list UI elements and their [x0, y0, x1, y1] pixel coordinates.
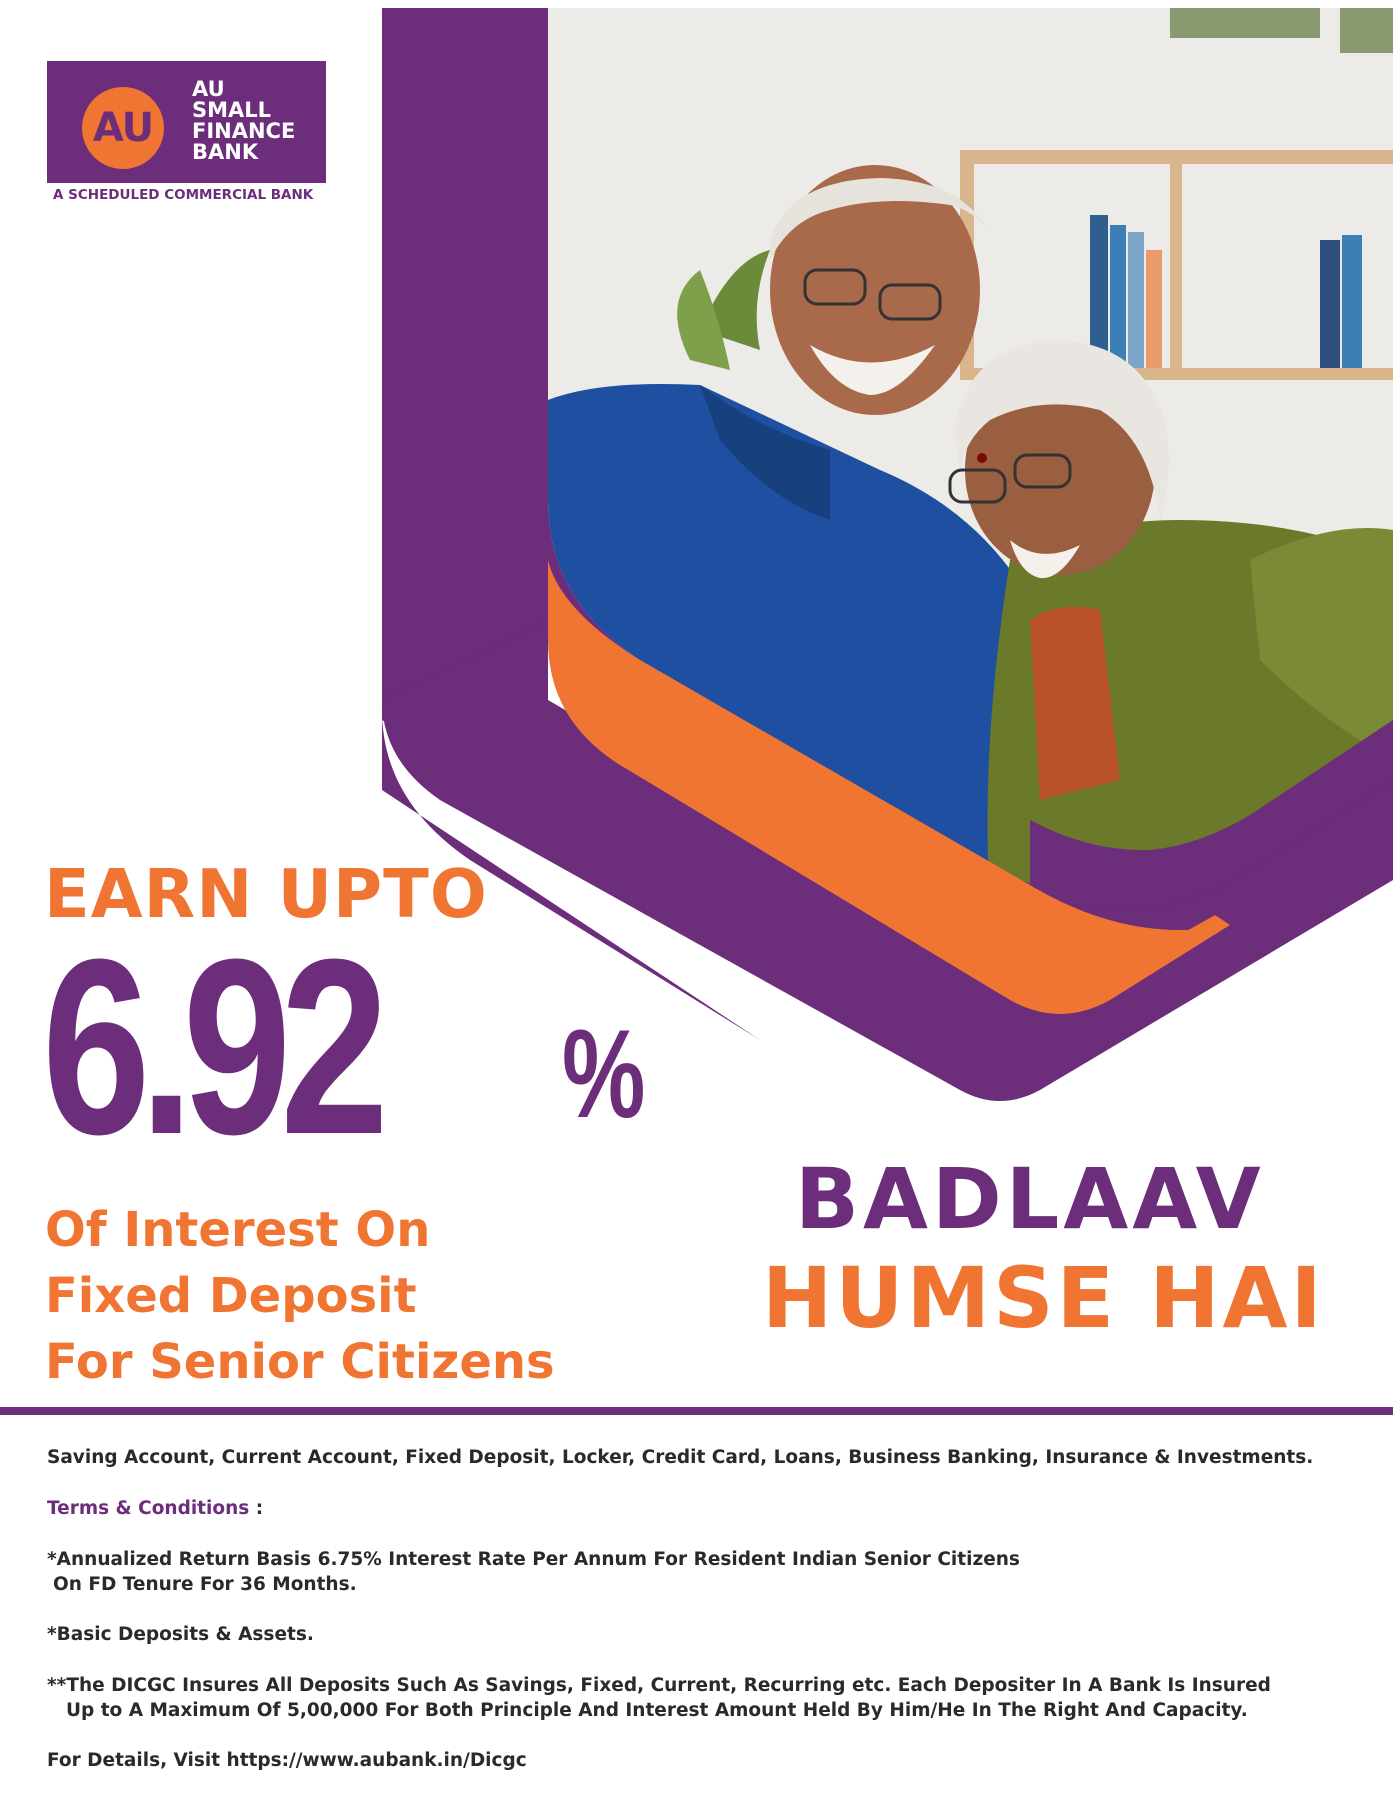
slogan-line-1: BADLAAV — [795, 1150, 1265, 1248]
terms-note: Up to A Maximum Of 5,00,000 For Both Principle And Interest Amount Held By Him/He In The Right And Capacity. — [66, 1700, 1248, 1721]
logo-name-line: BANK — [192, 140, 259, 164]
services-list: Saving Account, Current Account, Fixed Deposit, Locker, Credit Card, Loans, Business Banking, Insurance & Investments. — [47, 1447, 1314, 1468]
headline-sub-line: Of Interest On — [45, 1202, 431, 1258]
logo-name — [192, 79, 295, 163]
terms-colon: : — [249, 1498, 264, 1519]
logo-mark: AU — [82, 87, 164, 169]
interest-rate — [42, 907, 682, 1186]
percent-sign: % — [562, 1005, 646, 1144]
logo-name-line: AU — [192, 77, 225, 101]
slogan-line-2: HUMSE HAI — [762, 1249, 1325, 1347]
details-link[interactable]: For Details, Visit https://www.aubank.in/Dicgc — [47, 1750, 527, 1771]
headline-sub-line: For Senior Citizens — [45, 1334, 555, 1390]
terms-heading — [47, 1496, 263, 1522]
headline-sub-line: Fixed Deposit — [45, 1268, 417, 1324]
logo-name-line: FINANCE — [192, 119, 296, 143]
logo-name-line: SMALL — [192, 98, 272, 122]
bank-logo — [47, 61, 326, 183]
logo-tagline: A SCHEDULED COMMERCIAL BANK — [53, 187, 314, 203]
terms-note: On FD Tenure For 36 Months. — [53, 1574, 357, 1595]
terms-note: *Basic Deposits & Assets. — [47, 1624, 314, 1645]
divider — [0, 1407, 1393, 1415]
interest-rate-value: 6.92 — [42, 907, 378, 1186]
terms-note: *Annualized Return Basis 6.75% Interest Rate Per Annum For Resident Indian Senior Citizens — [47, 1549, 1020, 1570]
earn-upto-heading: EARN UPTO — [44, 855, 488, 933]
terms-note: **The DICGC Insures All Deposits Such As Savings, Fixed, Current, Recurring etc. Each Depositer In A Bank Is Insured — [47, 1675, 1271, 1696]
terms-heading-text: Terms & Conditions — [47, 1498, 250, 1519]
